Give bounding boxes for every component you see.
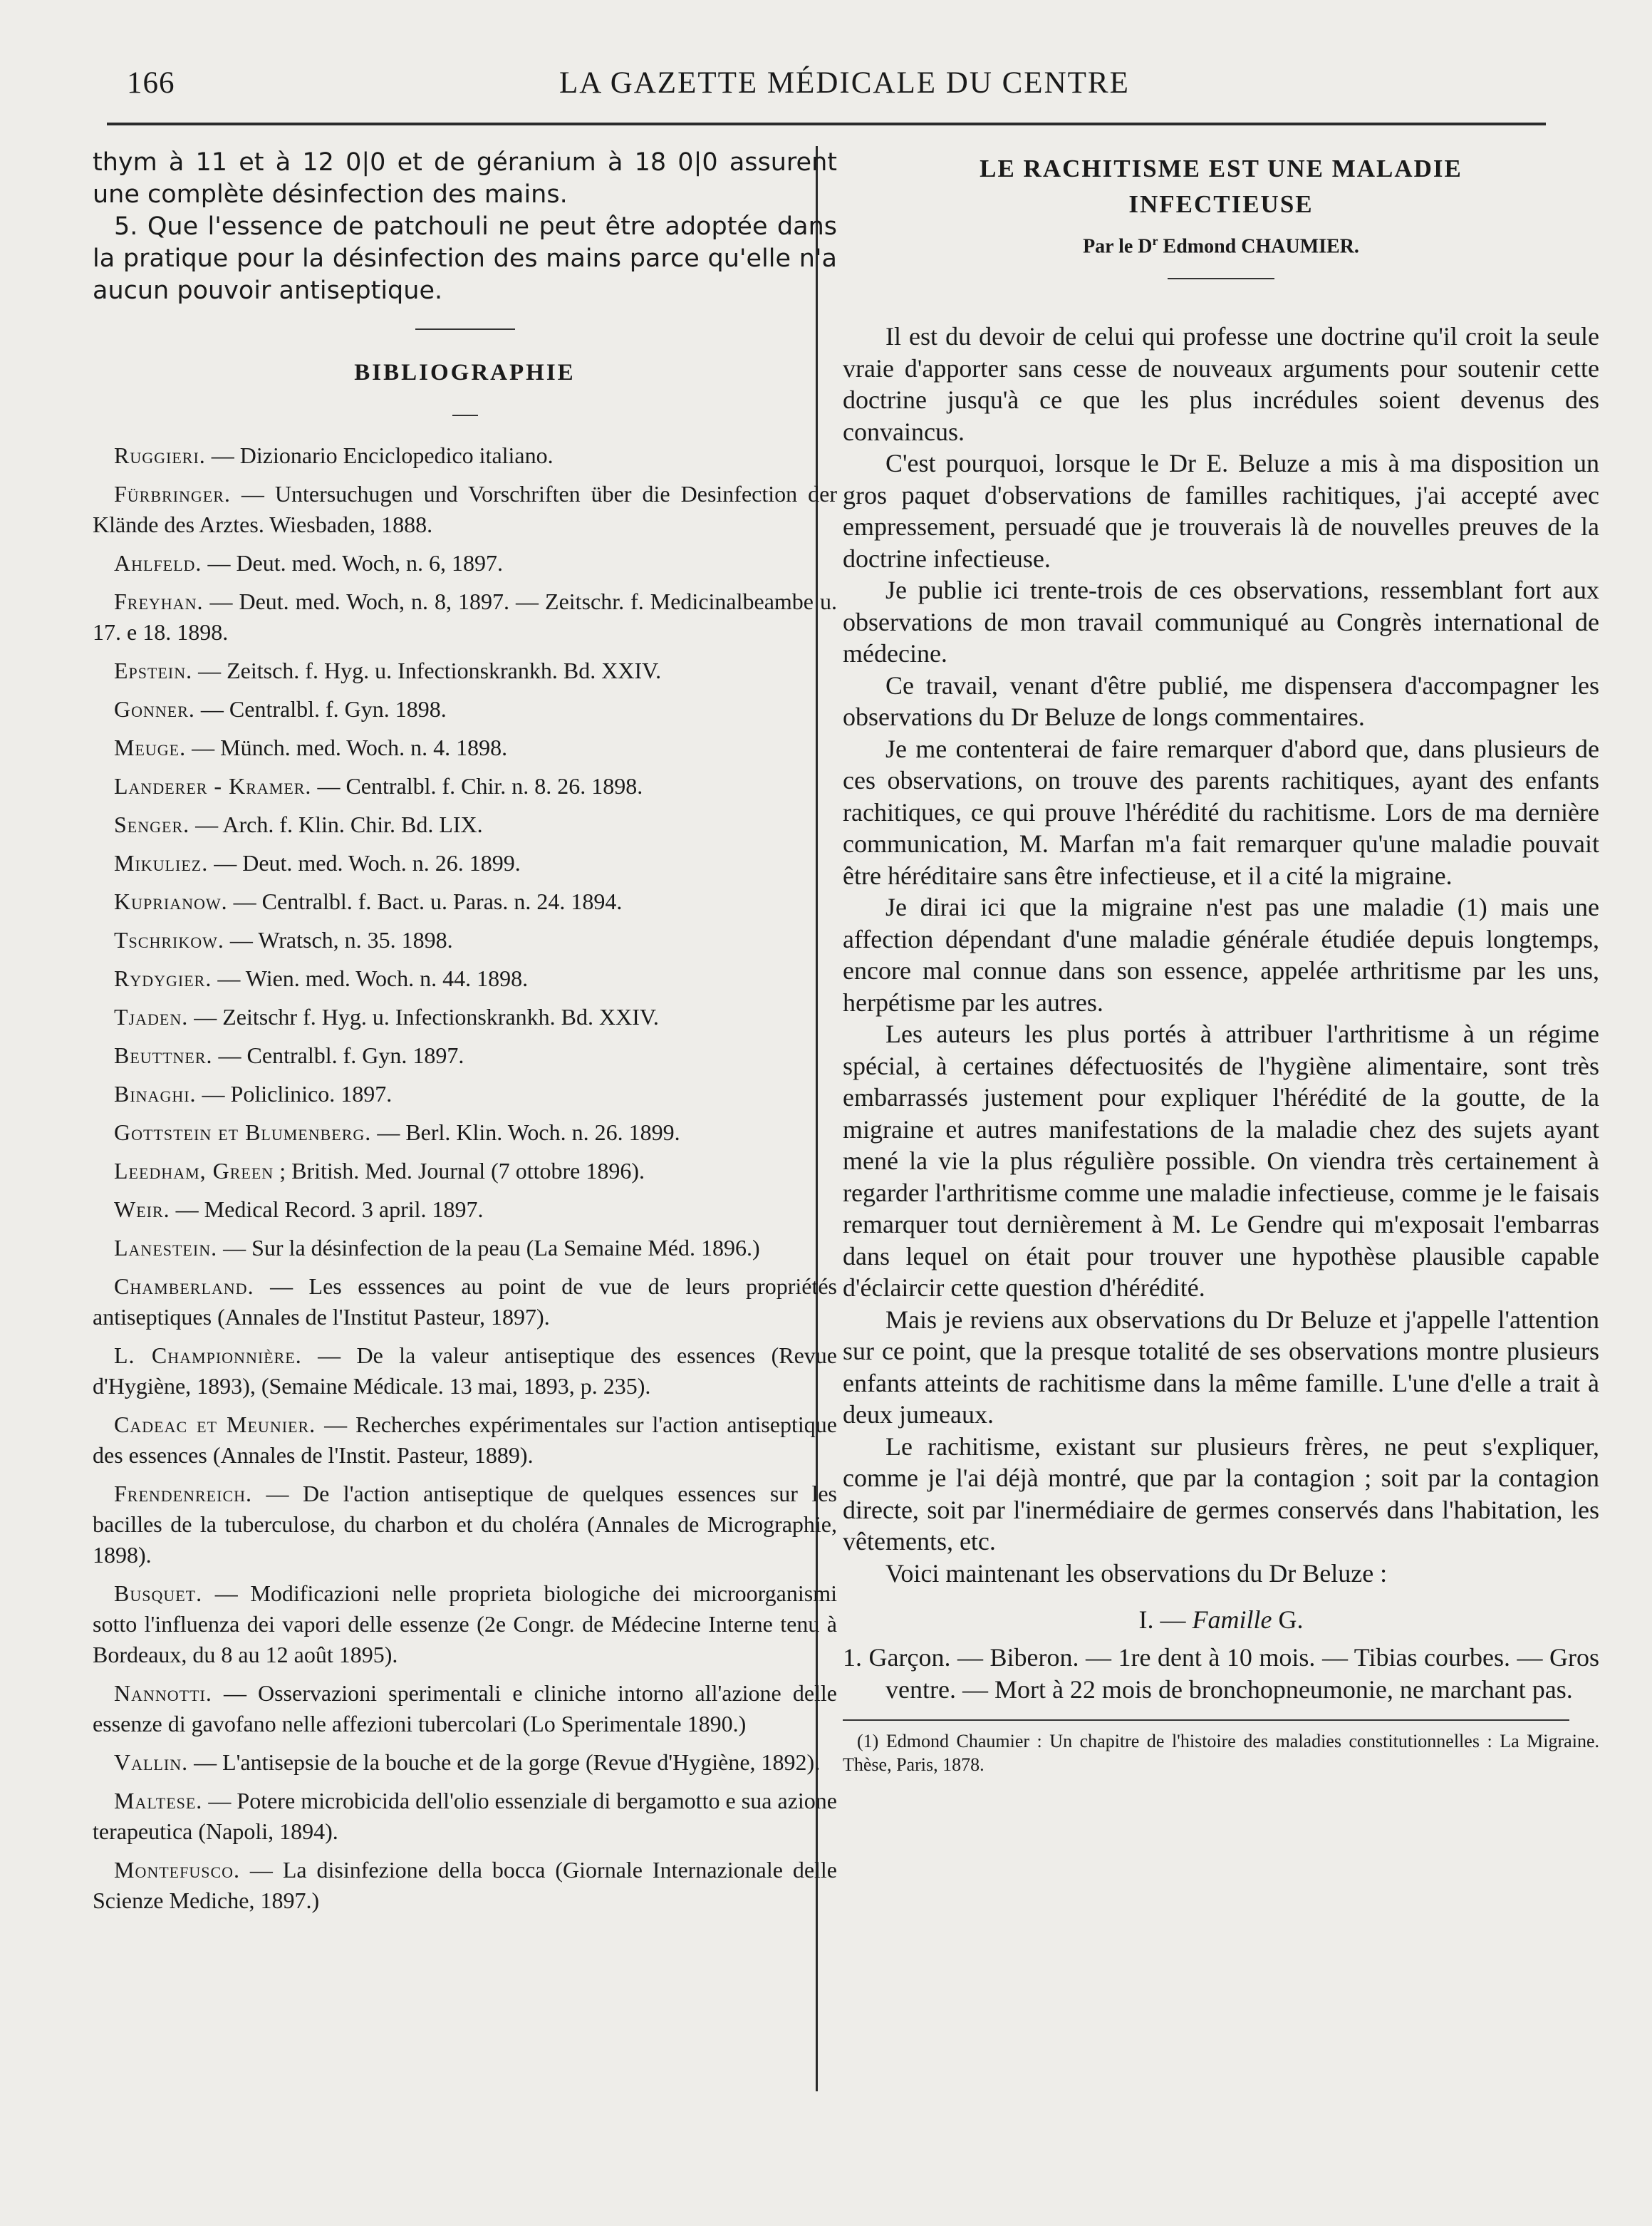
bibliography-reference: — Modificazioni nelle proprieta biologiche dei microorganismi sotto l'influenza dei vapori delle essenze (2e Congr. de Médecine Interne tenu à Bordeaux, du 8 au 12 août 1895). bbox=[93, 1580, 837, 1667]
bibliography-author: Rydygier. bbox=[114, 966, 212, 991]
separator-rule bbox=[1168, 278, 1274, 279]
bibliography-author: Tjaden. bbox=[114, 1004, 189, 1030]
bibliography-author: Landerer - Kramer. bbox=[114, 773, 312, 799]
bibliography-reference: — Deut. med. Woch, n. 8, 1897. — Zeitschr. f. Medicinalbeambe u. 17. e 18. 1898. bbox=[93, 589, 837, 645]
bibliography-reference: — Untersuchugen und Vorschriften über die Desinfection der Klände des Arztes. Wiesbaden, 1888. bbox=[93, 481, 837, 537]
bibliography-reference: — Centralbl. f. Gyn. 1897. bbox=[212, 1042, 464, 1068]
bibliography-reference: — Les esssences au point de vue de leurs propriétés antiseptiques (Annales de l'Institut Pasteur, 1897). bbox=[93, 1273, 837, 1330]
bibliography-reference: — Medical Record. 3 april. 1897. bbox=[170, 1196, 484, 1222]
bibliography-author: Ruggieri. bbox=[114, 442, 206, 468]
page-number: 166 bbox=[127, 66, 175, 100]
bibliography-author: Beuttner. bbox=[114, 1042, 213, 1068]
bibliography-reference: — De l'action antiseptique de quelques essences sur les bacilles de la tuberculose, du charbon et du choléra (Annales de Micrographie, 1898). bbox=[93, 1481, 837, 1568]
bibliography-author: Gottstein et Blumenberg. bbox=[114, 1119, 372, 1145]
case-heading-number: I. — bbox=[1138, 1605, 1193, 1635]
article-body bbox=[843, 321, 1599, 1589]
bibliography-author: Epstein. bbox=[114, 658, 193, 683]
bibliography-entry bbox=[93, 1340, 837, 1402]
footnote: (1) Edmond Chaumier : Un chapitre de l'histoire des maladies constitutionnelles : La Migraine. Thèse, Paris, 1878. bbox=[843, 1731, 1599, 1776]
bibliography-author: Kuprianow. bbox=[114, 889, 228, 914]
bibliography-reference: ; British. Med. Journal (7 ottobre 1896). bbox=[274, 1158, 645, 1184]
article-paragraph: Mais je reviens aux observations du Dr Beluze et j'appelle l'attention sur ce point, que la presque totalité de ses observations montre plusieurs enfants atteints de rachitisme dans la même famille. L'une d'elle a trait à deux jumeaux. bbox=[843, 1305, 1599, 1429]
bibliography-author: Vallin. bbox=[114, 1749, 189, 1775]
bibliography-entry bbox=[93, 694, 837, 725]
article-paragraph: Il est du devoir de celui qui professe une doctrine qu'il croit la seule vraie d'apporter sans cesse de nouveaux arguments pour soutenir cette doctrine jusqu'à ce que les plus incrédules soient devenus des convaincus. bbox=[843, 322, 1599, 446]
separator-rule bbox=[452, 415, 478, 416]
bibliography-entry bbox=[93, 1578, 837, 1670]
intro-paragraph: 5. Que l'essence de patchouli ne peut être adoptée dans la pratique pour la désinfection des mains parce qu'elle n'a aucun pouvoir antiseptique. bbox=[93, 212, 837, 305]
article-title bbox=[843, 151, 1599, 222]
bibliography-entry bbox=[93, 1855, 837, 1916]
byline-author: Edmond CHAUMIER. bbox=[1158, 235, 1359, 258]
bibliography-reference: — Wratsch, n. 35. 1898. bbox=[224, 927, 453, 953]
bibliography-entry bbox=[93, 848, 837, 879]
bibliography-reference: — Zeitsch. f. Hyg. u. Infectionskrankh. Bd. XXIV. bbox=[192, 658, 662, 683]
header-rule bbox=[107, 123, 1546, 125]
bibliography-reference: — Centralbl. f. Bact. u. Paras. n. 24. 1894. bbox=[227, 889, 623, 914]
bibliography-entry bbox=[93, 1117, 837, 1148]
bibliography-author: Maltese. bbox=[114, 1788, 203, 1813]
bibliography-reference: — La disinfezione della bocca (Giornale Internazionale delle Scienze Mediche, 1897.) bbox=[93, 1857, 837, 1913]
bibliography-author: Fürbringer. bbox=[114, 481, 231, 507]
bibliography-reference: — L'antisepsie de la bouche et de la gorge (Revue d'Hygiène, 1892). bbox=[188, 1749, 821, 1775]
bibliography-entry bbox=[93, 440, 837, 471]
case-heading-initial: G. bbox=[1272, 1605, 1304, 1635]
case-heading bbox=[843, 1605, 1599, 1635]
bibliography-reference: — Deut. med. Woch. n. 26. 1899. bbox=[208, 850, 521, 876]
bibliography-entry bbox=[93, 886, 837, 917]
bibliography-reference: — Münch. med. Woch. n. 4. 1898. bbox=[186, 735, 508, 760]
bibliography-entry bbox=[93, 1040, 837, 1071]
byline bbox=[843, 234, 1599, 258]
bibliography-reference: — Arch. f. Klin. Chir. Bd. LIX. bbox=[189, 812, 483, 837]
bibliography-entry bbox=[93, 771, 837, 802]
article-paragraph: Ce travail, venant d'être publié, me dispensera d'accompagner les observations du Dr Beluze de longs commentaires. bbox=[843, 671, 1599, 732]
article-paragraph: Voici maintenant les observations du Dr Beluze : bbox=[885, 1558, 1388, 1588]
bibliography-entry bbox=[93, 809, 837, 840]
article-paragraph: C'est pourquoi, lorsque le Dr E. Beluze a mis à ma disposition un gros paquet d'observations de familles rachitiques, j'ai accepté avec empressement, persuadé que je trouverais là de nouvelles preuves de la doctrine infectieuse. bbox=[843, 449, 1599, 573]
intro-paragraph: thym à 11 et à 12 0|0 et de géranium à 18 0|0 assurent une complète désinfection des mains. bbox=[93, 148, 837, 209]
bibliography-entry bbox=[93, 1194, 837, 1225]
bibliography-entry bbox=[93, 963, 837, 994]
bibliography-author: Busquet. bbox=[114, 1580, 203, 1606]
bibliography-author: Frendenreich. bbox=[114, 1481, 253, 1506]
bibliography-reference: — Centralbl. f. Chir. n. 8. 26. 1898. bbox=[311, 773, 643, 799]
bibliography-reference: — Recherches expérimentales sur l'action antiseptique des essences (Annales de l'Instit. Pasteur, 1889). bbox=[93, 1412, 837, 1468]
bibliography-entry bbox=[93, 1409, 837, 1471]
right-column bbox=[843, 151, 1599, 1776]
article-paragraph: Je me contenterai de faire remarquer d'abord que, dans plusieurs de ces observations, on trouve des parents rachitiques, ayant des enfants rachitiques, ce qui prouve l'hérédité du rachitisme. Lors de ma dernière communication, M. Marfan m'a fait remarquer qu'une maladie pouvait être héréditaire sans être infectieuse, et il a cité la migraine. bbox=[843, 734, 1599, 890]
bibliography-author: Weir. bbox=[114, 1196, 170, 1222]
section-title: BIBLIOGRAPHIE bbox=[354, 360, 576, 385]
separator-rule bbox=[415, 328, 515, 330]
bibliography-entry bbox=[93, 548, 837, 579]
bibliography-entry bbox=[93, 925, 837, 956]
bibliography-entry bbox=[93, 1079, 837, 1109]
bibliography-reference: — Deut. med. Woch, n. 6, 1897. bbox=[202, 550, 503, 576]
bibliography-entry bbox=[93, 1678, 837, 1739]
bibliography-reference: — Centralbl. f. Gyn. 1898. bbox=[194, 696, 447, 722]
article-paragraph: Je dirai ici que la migraine n'est pas une maladie (1) mais une affection dépendant d'une maladie générale étudiée depuis longtemps, encore mal connue dans son essence, appelée arthritisme par les uns, herpétisme par les autres. bbox=[843, 893, 1599, 1017]
bibliography-author: L. Championnière. bbox=[114, 1342, 302, 1368]
bibliography-reference: — De la valeur antiseptique des essences (Revue d'Hygiène, 1893), (Semaine Médicale. 13 mai, 1893, p. 235). bbox=[93, 1342, 837, 1399]
bibliography-entry bbox=[93, 1747, 837, 1778]
bibliography-entry bbox=[93, 1002, 837, 1032]
bibliography-entry bbox=[93, 1156, 837, 1186]
bibliography-reference: — Zeitschr f. Hyg. u. Infectionskrankh. Bd. XXIV. bbox=[188, 1004, 659, 1030]
byline-sup: r bbox=[1152, 234, 1158, 248]
footnote-rule bbox=[843, 1719, 1569, 1721]
bibliography-entry bbox=[93, 1786, 837, 1847]
case-heading-family: Famille bbox=[1192, 1605, 1272, 1635]
case-item: 1. Garçon. — Biberon. — 1re dent à 10 mois. — Tibias courbes. — Gros ventre. — Mort à 22 mois de bronchopneumonie, ne marchant pas. bbox=[843, 1643, 1599, 1704]
bibliography-author: Senger. bbox=[114, 812, 190, 837]
byline-prefix: Par le D bbox=[1083, 235, 1153, 258]
bibliography-entry bbox=[93, 1479, 837, 1570]
bibliography-list bbox=[93, 440, 837, 1916]
bibliography-author: Ahlfeld. bbox=[114, 550, 202, 576]
running-head bbox=[107, 66, 1546, 108]
article-title-line: LE RACHITISME EST UNE MALADIE bbox=[980, 155, 1463, 182]
article-paragraph: Je publie ici trente-trois de ces observations, ressemblant fort aux observations de mon travail communiqué au Congrès international de médecine. bbox=[843, 576, 1599, 668]
bibliography-reference: — Potere microbicida dell'olio essenziale di bergamotto e sua azione terapeutica (Napoli, 1894). bbox=[93, 1788, 837, 1844]
journal-title: LA GAZETTE MÉDICALE DU CENTRE bbox=[559, 66, 1130, 100]
bibliography-reference: — Dizionario Enciclopedico italiano. bbox=[205, 442, 554, 468]
bibliography-author: Meuge. bbox=[114, 735, 187, 760]
bibliography-author: Chamberland. bbox=[114, 1273, 254, 1299]
bibliography-author: Nannotti. bbox=[114, 1680, 212, 1706]
bibliography-author: Gonner. bbox=[114, 696, 195, 722]
bibliography-entry bbox=[93, 479, 837, 540]
bibliography-author: Freyhan. bbox=[114, 589, 204, 614]
bibliography-reference: — Berl. Klin. Woch. n. 26. 1899. bbox=[371, 1119, 680, 1145]
bibliography-reference: — Policlinico. 1897. bbox=[196, 1081, 393, 1107]
bibliography-author: Binaghi. bbox=[114, 1081, 197, 1107]
bibliography-author: Lanestein. bbox=[114, 1235, 218, 1260]
bibliography-author: Montefusco. bbox=[114, 1857, 241, 1883]
bibliography-author: Tschrikow. bbox=[114, 927, 224, 953]
bibliography-reference: — Osservazioni sperimentali e cliniche intorno all'azione delle essenze di gavofano nelle affezioni tubercolari (Lo Sperimentale 1890.) bbox=[93, 1680, 837, 1736]
bibliography-entry bbox=[93, 732, 837, 763]
bibliography-reference: — Sur la désinfection de la peau (La Semaine Méd. 1896.) bbox=[217, 1235, 760, 1260]
article-paragraph: Les auteurs les plus portés à attribuer l'arthritisme à un régime spécial, à certaines défectuosités de l'hygiène alimentaire, sont très embarrassés justement pour expliquer l'hérédité de la goutte, de la migraine et autres manifestations de la maladie chez des sujets ayant mené la vie la plus régulière possible. On viendra très certainement à regarder l'arthritisme comme une maladie infectieuse, comme je le faisais remarquer tout dernièrement à M. Le Gendre qui m'exposait l'embarras dans lequel on était pour trouver une hypothèse plausible capable d'éclaircir cette question d'hérédité. bbox=[843, 1020, 1599, 1303]
article-paragraph: Le rachitisme, existant sur plusieurs frères, ne peut s'expliquer, comme je l'ai déjà montré, que par la contagion ; soit par la contagion directe, soit par l'inermédiaire de germes conservés dans l'habitation, les vêtements, etc. bbox=[843, 1432, 1599, 1556]
left-column bbox=[93, 147, 837, 1924]
article-title-line: INFECTIEUSE bbox=[1128, 190, 1314, 218]
bibliography-reference: — Wien. med. Woch. n. 44. 1898. bbox=[212, 966, 529, 991]
bibliography-author: Leedham, Green bbox=[114, 1158, 274, 1184]
bibliography-entry bbox=[93, 656, 837, 686]
bibliography-entry bbox=[93, 1271, 837, 1332]
bibliography-author: Cadeac et Meunier. bbox=[114, 1412, 316, 1437]
bibliography-author: Mikuliez. bbox=[114, 850, 209, 876]
bibliography-entry bbox=[93, 586, 837, 648]
bibliography-entry bbox=[93, 1233, 837, 1263]
